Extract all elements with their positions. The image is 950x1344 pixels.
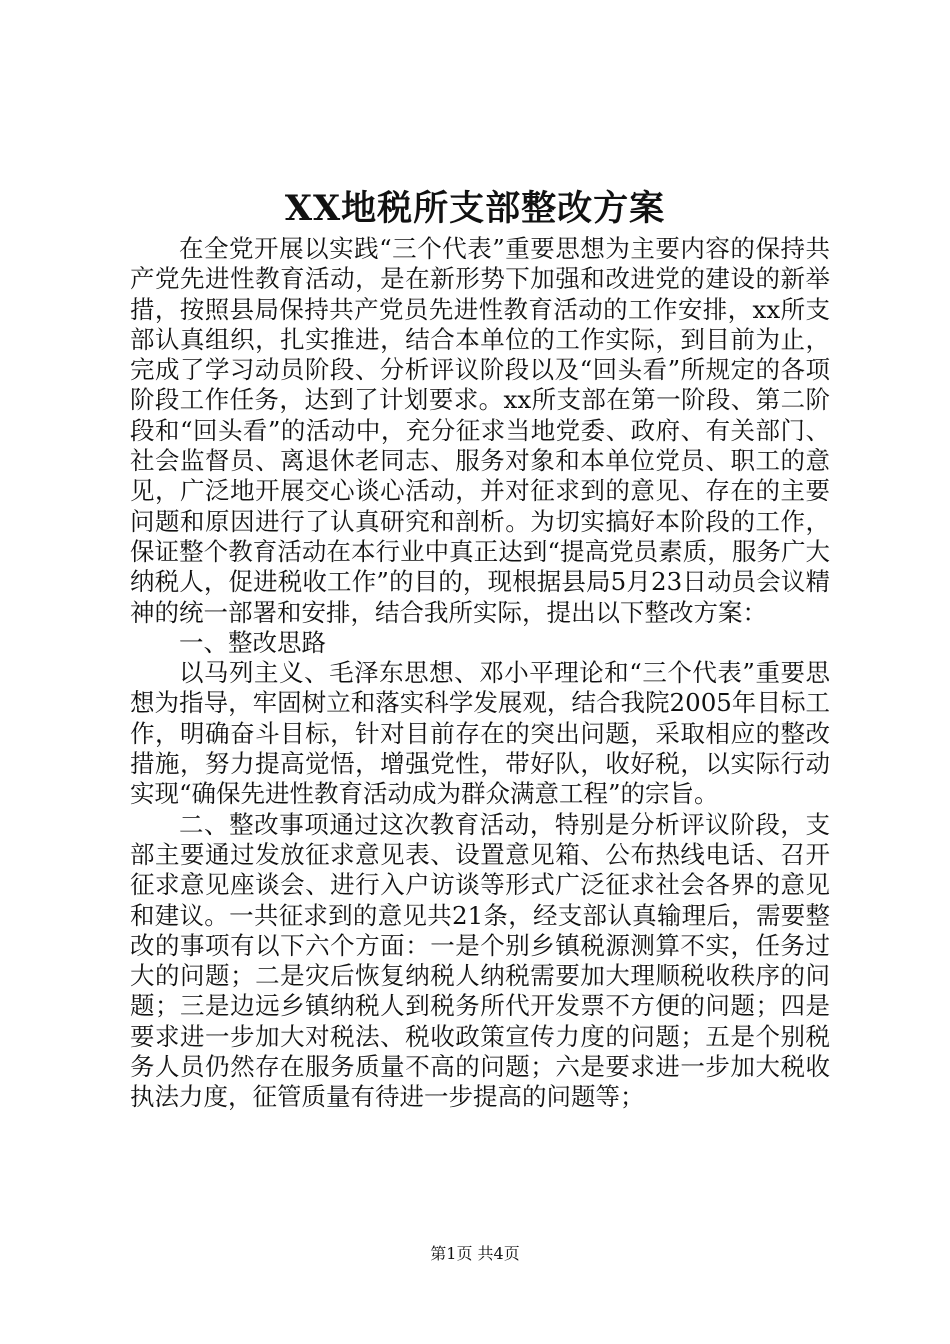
page-footer: 第1页 共4页: [430, 1244, 520, 1263]
document-body: [130, 234, 830, 1113]
paragraph-approach: 以马列主义、毛泽东思想、邓小平理论和“三个代表”重要思想为指导，牢固树立和落实科学发展观，结合我院2005年目标工作，明确奋斗目标，针对目前存在的突出问题，采取相应的整改措施，努力提高觉悟，增强党性，带好队，收好税，以实际行动实现“确保先进性教育活动成为群众满意工程”的宗旨。: [130, 658, 830, 809]
page-title: XX地税所支部整改方案: [284, 188, 666, 229]
paragraph-rectification-items: 二、整改事项通过这次教育活动，特别是分析评议阶段，支部主要通过发放征求意见表、设置意见箱、公布热线电话、召开征求意见座谈会、进行入户访谈等形式广泛征求社会各界的意见和建议。一共征求到的意见共21条，经支部认真输理后，需要整改的事项有以下六个方面：一是个别乡镇税源测算不实，任务过大的问题；二是灾后恢复纳税人纳税需要加大理顺税收秩序的问题；三是边远乡镇纳税人到税务所代开发票不方便的问题；四是要求进一步加大对税法、税收政策宣传力度的问题；五是个别税务人员仍然存在服务质量不高的问题；六是要求进一步加大税收执法力度，征管质量有待进一步提高的问题等；: [130, 809, 830, 1112]
paragraph-intro: 在全党开展以实践“三个代表”重要思想为主要内容的保持共产党先进性教育活动，是在新形势下加强和改进党的建设的新举措，按照县局保持共产党员先进性教育活动的工作安排，xx所支部认真组织，扎实推进，结合本单位的工作实际，到目前为止，完成了学习动员阶段、分析评议阶段以及“回头看”所规定的各项阶段工作任务，达到了计划要求。xx所支部在第一阶段、第二阶段和“回头看”的活动中，充分征求当地党委、政府、有关部门、社会监督员、离退休老同志、服务对象和本单位党员、职工的意见，广泛地开展交心谈心活动，并对征求到的意见、存在的主要问题和原因进行了认真研究和剖析。为切实搞好本阶段的工作，保证整个教育活动在本行业中真正达到“提高党员素质，服务广大纳税人，促进税收工作”的目的，现根据县局5月23日动员会议精神的统一部署和安排，结合我所实际，提出以下整改方案：: [130, 234, 830, 627]
section-heading-1: 一、整改思路: [179, 627, 326, 657]
